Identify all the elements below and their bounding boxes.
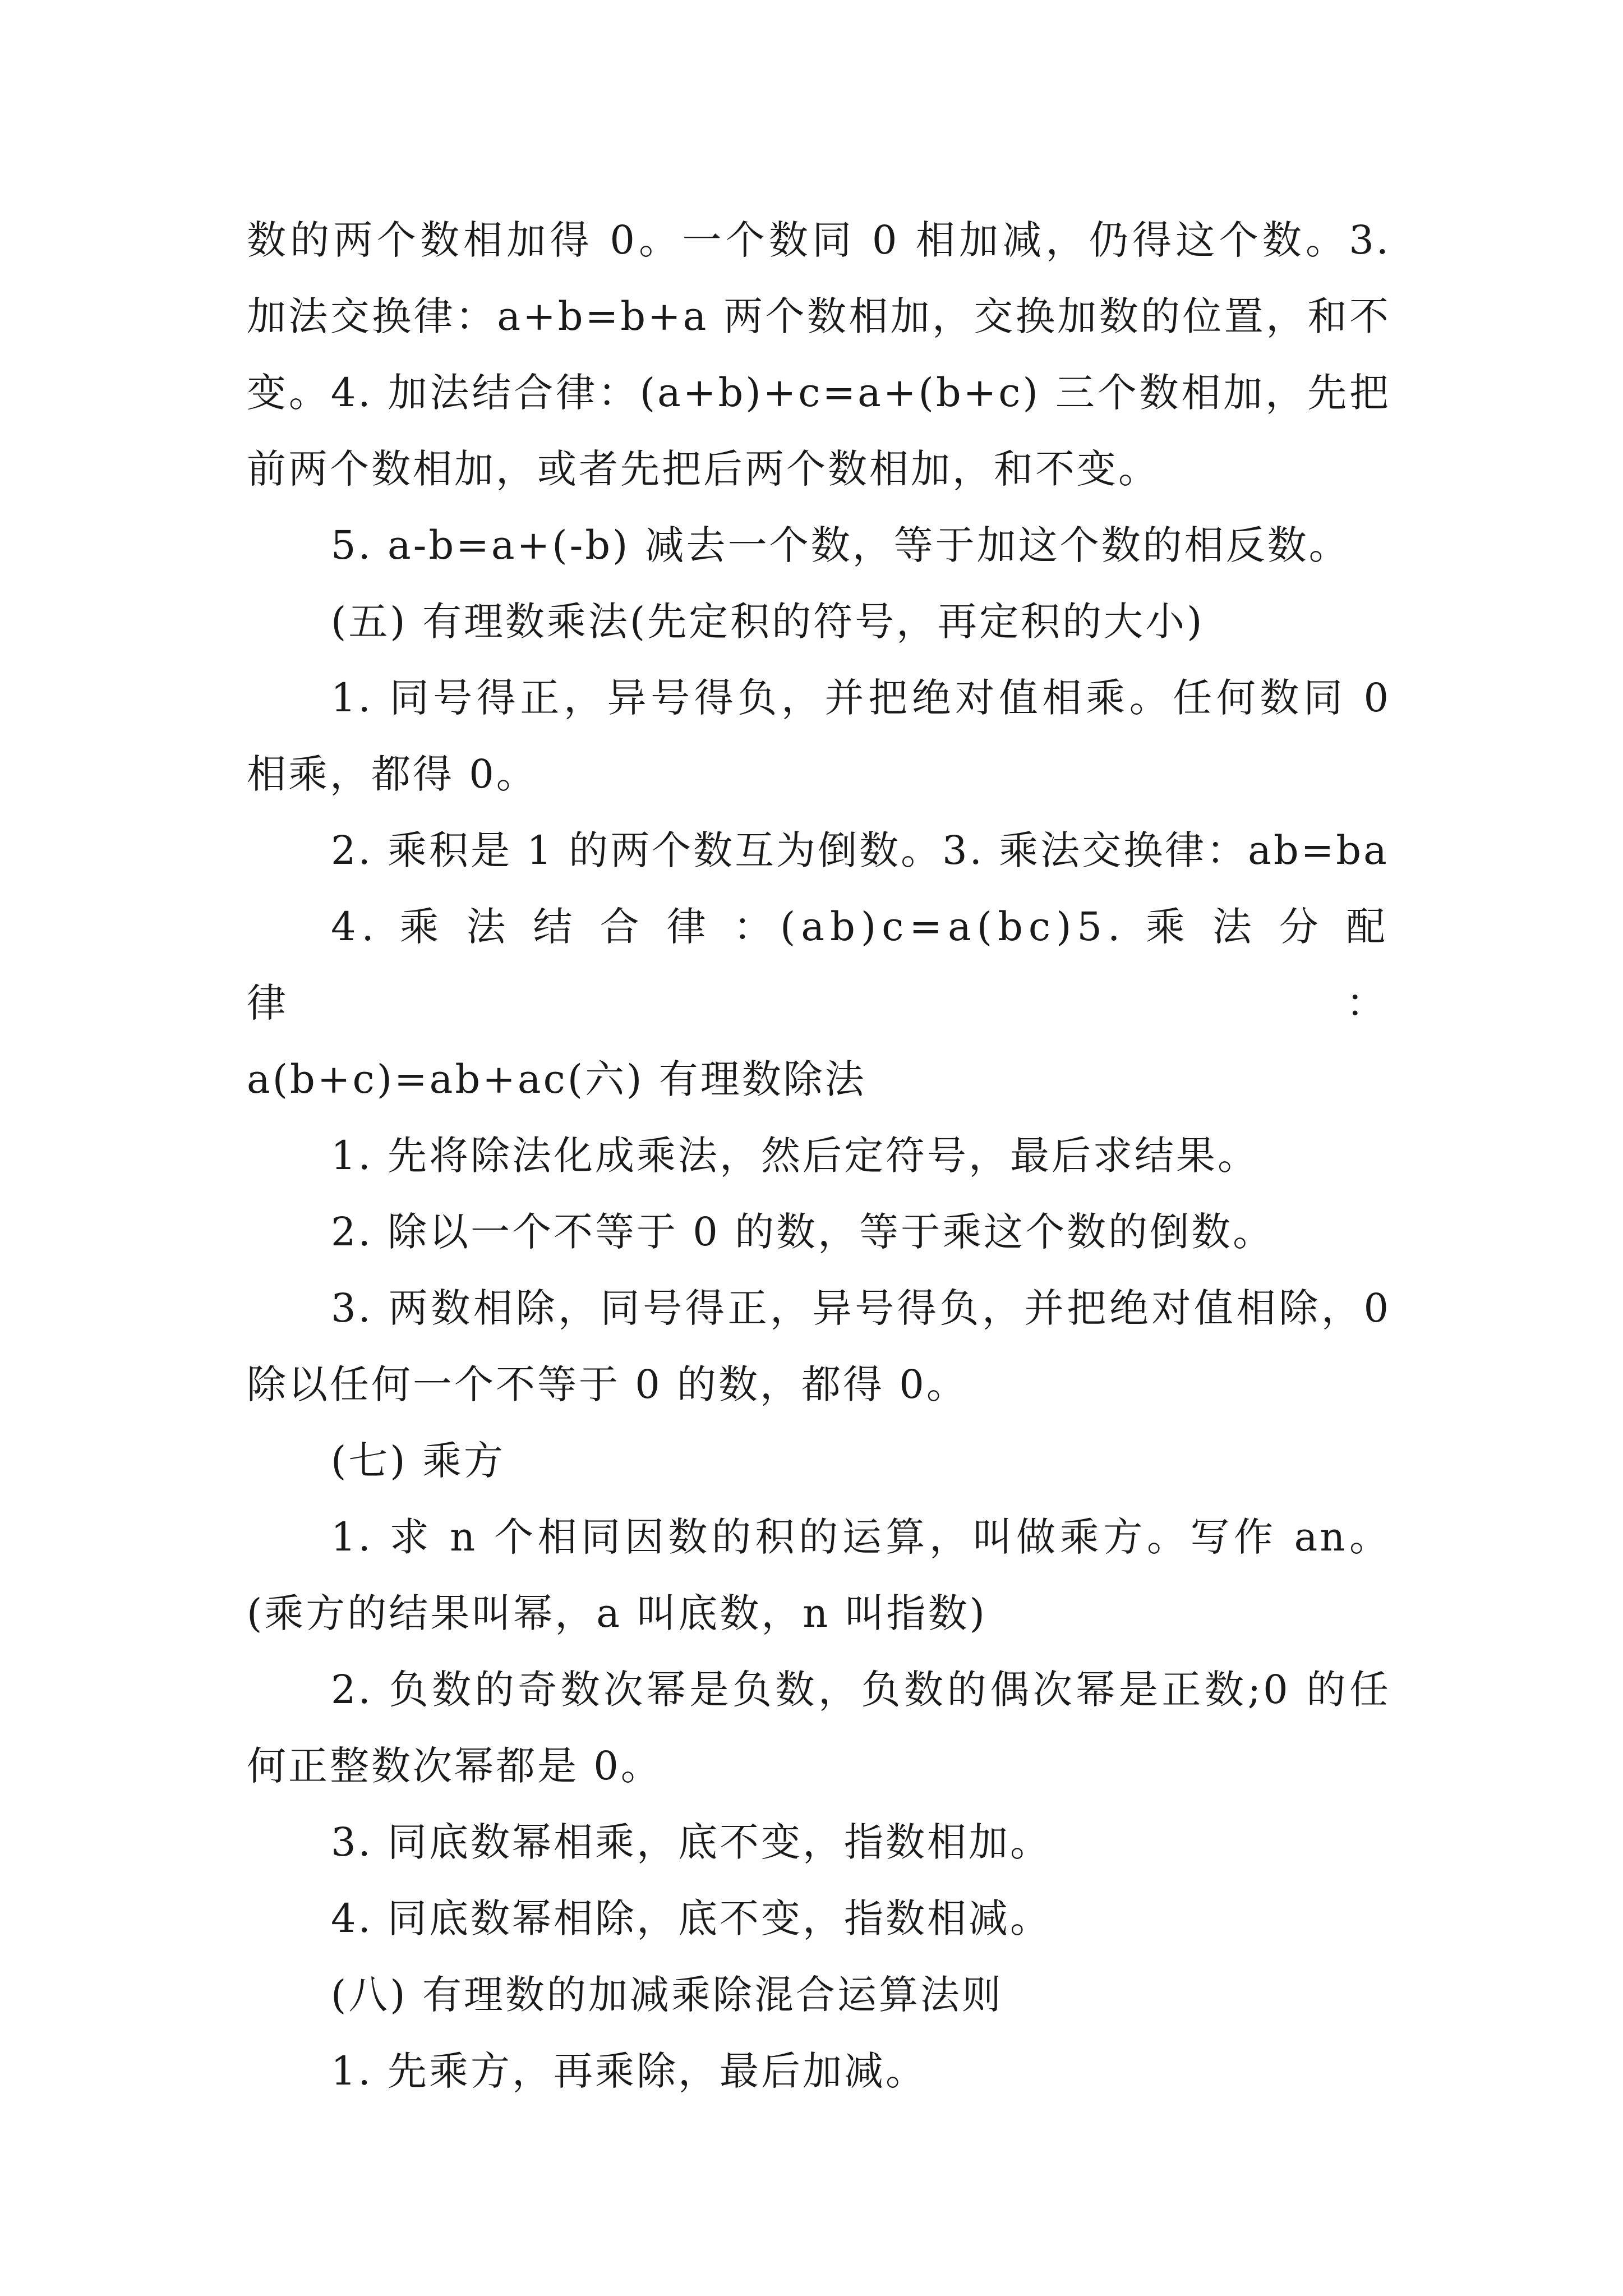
paragraph-associative-distributive: 4. 乘 法 结 合 律 ：(ab)c=a(bc)5. 乘 法 分 配 律 ： [247, 904, 1391, 1026]
paragraph-power-multiply-rule: 3. 同底数幂相乘，底不变，指数相加。 [331, 1819, 1052, 1865]
document-body [247, 202, 1391, 2109]
section-heading-multiplication: (五) 有理数乘法(先定积的符号，再定积的大小) [331, 599, 1205, 645]
paragraph-addition-laws: 数的两个数相加得 0。一个数同 0 相加减，仍得这个数。3. 加法交换律：a+b=b+a 两个数相加，交换加数的位置，和不变。4. 加法结合律：(a+b)+c=a+(b+c) 三个数相加，先把前两个数相加，或者先把后两个数相加，和不变。 [247, 217, 1391, 492]
paragraph-order-of-operations: 1. 先乘方，再乘除，最后加减。 [331, 2048, 928, 2094]
paragraph-reciprocal-commutative: 2. 乘积是 1 的两个数互为倒数。3. 乘法交换律：ab=ba [331, 827, 1389, 873]
paragraph-division-rule-1: 1. 先将除法化成乘法，然后定符号，最后求结果。 [331, 1133, 1260, 1179]
paragraph-division-rule-3: 3. 两数相除，同号得正，异号得负，并把绝对值相除，0 除以任何一个不等于 0 的数，都得 0。 [247, 1285, 1391, 1407]
paragraph-division-rule-2: 2. 除以一个不等于 0 的数，等于乘这个数的倒数。 [331, 1209, 1275, 1255]
paragraph-power-definition: 1. 求 n 个相同因数的积的运算，叫做乘方。写作 an。(乘方的结果叫幂，a 叫底数，n 叫指数) [247, 1514, 1391, 1636]
section-heading-mixed-operations: (八) 有理数的加减乘除混合运算法则 [331, 1972, 1003, 2018]
paragraph-distributive-division-heading: a(b+c)=ab+ac(六) 有理数除法 [247, 1056, 866, 1102]
paragraph-multiplication-sign-rule: 1. 同号得正，异号得负，并把绝对值相乘。任何数同 0 相乘，都得 0。 [247, 675, 1391, 797]
paragraph-power-divide-rule: 4. 同底数幂相除，底不变，指数相减。 [331, 1895, 1052, 1941]
paragraph-subtraction-rule: 5. a-b=a+(-b) 减去一个数，等于加这个数的相反数。 [331, 522, 1350, 568]
paragraph-power-sign-rule: 2. 负数的奇数次幂是负数，负数的偶次幂是正数;0 的任何正整数次幂都是 0。 [247, 1667, 1391, 1789]
section-heading-power: (七) 乘方 [331, 1438, 505, 1484]
